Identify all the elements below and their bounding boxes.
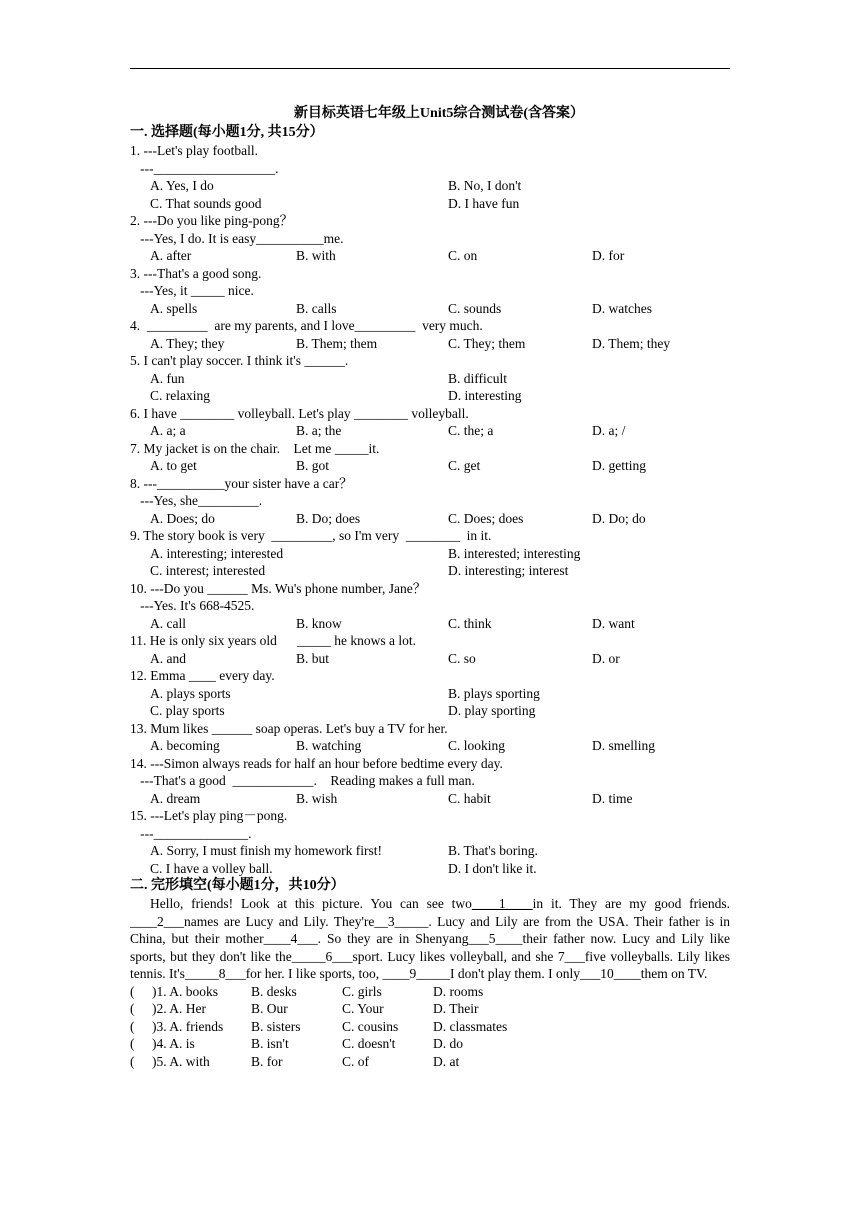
cloze-blank: _____6___: [291, 948, 353, 964]
question-stem: 15. ---Let's play ping－pong.: [130, 808, 288, 823]
cloze-answer-option: B. Our: [251, 1001, 288, 1016]
cloze-answer-bracket: (: [130, 1036, 135, 1051]
answer-option: D. for: [592, 248, 625, 263]
question-item: [130, 667, 730, 720]
cloze-blank: ____1____: [471, 896, 533, 911]
question-stem: 8. ---__________your sister have a car？: [130, 475, 353, 491]
page-title: 新目标英语七年级上Unit5综合测试卷(含答案）: [293, 106, 585, 121]
cloze-option-list: [130, 983, 730, 1071]
option-row: [130, 860, 730, 878]
option-row: [130, 650, 730, 668]
answer-option: A. spells: [150, 300, 198, 316]
cloze-blank: ____4___: [263, 931, 318, 946]
question-dialogue-line: ---Yes, I do. It is easy__________me.: [130, 230, 344, 246]
cloze-answer-bracket: (: [130, 983, 135, 999]
cloze-text: for her. I like sports, too,: [245, 966, 383, 981]
answer-option: C. looking: [448, 738, 506, 753]
answer-option: D. Do; do: [592, 510, 646, 526]
answer-option: C. interest; interested: [150, 563, 266, 578]
option-row: [130, 562, 730, 580]
cloze-text: them on TV.: [640, 966, 708, 981]
option-row: [130, 457, 730, 475]
question-stem: 13. Mum likes ______ soap operas. Let's buy a TV for her.: [130, 720, 448, 736]
answer-option: D. watches: [592, 300, 652, 316]
option-row: [130, 422, 730, 440]
question-dialogue-line: ---Yes, she_________.: [130, 493, 263, 508]
cloze-blank: ___10____: [579, 966, 641, 981]
question-dialogue-line: ---______________.: [130, 825, 252, 841]
answer-option: B. That's boring.: [448, 843, 538, 858]
cloze-text: names are Lucy and Lily. They're: [184, 913, 375, 929]
cloze-answer-option: D. Their: [433, 1001, 479, 1016]
question-dialogue-line: ---Yes, it _____ nice.: [130, 283, 254, 298]
question-item: [130, 265, 730, 318]
option-row: [130, 842, 730, 860]
cloze-answer-option: D. classmates: [433, 1018, 508, 1034]
cloze-blank: ____9_____: [382, 966, 451, 981]
cloze-blank: ___5____: [468, 931, 523, 946]
question-item: [130, 527, 730, 580]
cloze-option-row: [130, 983, 730, 1001]
answer-option: A. They; they: [150, 335, 225, 351]
cloze-answer-bracket: )3. A. friends: [152, 1018, 224, 1034]
question-stem: 4. _________ are my parents, and I love_________ very much.: [130, 318, 483, 333]
question-dialogue-line: ---__________________.: [130, 160, 279, 176]
option-row: [130, 177, 730, 195]
option-row: [130, 300, 730, 318]
answer-option: B. a; the: [296, 423, 342, 438]
question-item: [130, 317, 730, 352]
answer-option: A. after: [150, 248, 192, 263]
cloze-text: . So they are in Shenyang: [317, 931, 469, 946]
header-rule: [130, 68, 730, 69]
question-dialogue-line: ---That's a good ____________. Reading makes a full man.: [130, 773, 475, 788]
answer-option: A. Sorry, I must finish my homework first!: [150, 843, 382, 858]
cloze-option-row: [130, 1035, 730, 1053]
answer-option: B. interested; interesting: [448, 545, 581, 561]
option-row: [130, 545, 730, 563]
cloze-answer-option: C. Your: [342, 1001, 384, 1016]
answer-option: D. interesting: [448, 388, 522, 403]
question-stem: 14. ---Simon always reads for half an hour before bedtime every day.: [130, 755, 503, 771]
cloze-answer-option: B. sisters: [251, 1018, 301, 1034]
question-dialogue-line: ---Yes. It's 668-4525.: [130, 598, 255, 613]
answer-option: C. think: [448, 615, 492, 631]
answer-option: A. and: [150, 650, 186, 666]
answer-option: A. dream: [150, 790, 201, 806]
answer-option: B. know: [296, 615, 342, 631]
option-row: [130, 510, 730, 528]
cloze-answer-bracket: )2. A. Her: [152, 1001, 206, 1016]
answer-option: C. I have a volley ball.: [150, 860, 273, 876]
option-row: [130, 247, 730, 265]
answer-option: A. fun: [150, 370, 185, 386]
question-item: [130, 142, 730, 212]
cloze-answer-bracket: )5. A. with: [152, 1053, 210, 1069]
question-item: [130, 440, 730, 475]
answer-option: B. got: [296, 458, 330, 473]
answer-option: A. Yes, I do: [150, 178, 214, 193]
cloze-answer-option: B. isn't: [251, 1036, 289, 1051]
answer-option: B. but: [296, 650, 330, 666]
question-item: [130, 352, 730, 405]
cloze-answer-option: C. doesn't: [342, 1036, 396, 1051]
cloze-answer-option: D. rooms: [433, 983, 484, 999]
option-row: [130, 387, 730, 405]
question-stem: 6. I have ________ volleyball. Let's play ________ volleyball.: [130, 405, 469, 421]
answer-option: C. the; a: [448, 423, 494, 438]
question-stem: 1. ---Let's play football.: [130, 143, 259, 158]
question-stem: 11. He is only six years old _____ he knows a lot.: [130, 633, 416, 648]
question-stem: 2. ---Do you like ping-pong？: [130, 213, 294, 228]
cloze-answer-bracket: (: [130, 1018, 135, 1034]
cloze-text: their father now. Lucy and Lily like sports, but they don't like the: [130, 931, 730, 964]
question-stem: 5. I can't play soccer. I think it's ______.: [130, 353, 349, 368]
cloze-answer-option: C. of: [342, 1053, 369, 1069]
question-item: [130, 580, 730, 633]
answer-option: D. want: [592, 615, 635, 631]
question-stem: 3. ---That's a good song.: [130, 265, 262, 281]
cloze-answer-bracket: )4. A. is: [152, 1036, 195, 1051]
answer-option: B. difficult: [448, 370, 507, 386]
cloze-answer-option: C. girls: [342, 983, 382, 999]
question-item: [130, 720, 730, 755]
cloze-text: sport. Lucy likes volleyball, and she: [352, 948, 554, 964]
cloze-option-row: [130, 1018, 730, 1036]
answer-option: B. Them; them: [296, 335, 378, 351]
cloze-answer-option: D. do: [433, 1036, 463, 1051]
answer-option: C. habit: [448, 790, 491, 806]
answer-option: C. That sounds good: [150, 195, 262, 211]
option-row: [130, 737, 730, 755]
answer-option: C. They; them: [448, 335, 526, 351]
cloze-answer-bracket: (: [130, 1053, 135, 1069]
option-row: [130, 685, 730, 703]
question-item: [130, 755, 730, 808]
answer-option: D. or: [592, 650, 620, 666]
question-stem: 12. Emma ____ every day.: [130, 668, 275, 683]
answer-option: D. Them; they: [592, 335, 671, 351]
question-item: [130, 807, 730, 877]
document-body: [130, 104, 730, 1070]
option-row: [130, 335, 730, 353]
cloze-blank: __3_____: [374, 913, 429, 929]
answer-option: D. a; /: [592, 423, 626, 438]
cloze-option-row: [130, 1053, 730, 1071]
question-item: [130, 632, 730, 667]
cloze-text: . Lucy and Lily are from the USA. Their father is in China, but their mother: [130, 913, 731, 946]
option-row: [130, 702, 730, 720]
option-row: [130, 195, 730, 213]
answer-option: D. smelling: [592, 738, 655, 753]
cloze-answer-option: C. cousins: [342, 1018, 399, 1034]
answer-option: D. getting: [592, 458, 646, 473]
cloze-answer-bracket: )1. A. books: [152, 983, 219, 999]
cloze-answer-option: D. at: [433, 1053, 460, 1069]
question-item: [130, 212, 730, 265]
question-stem: 9. The story book is very _________, so I'm very ________ in it.: [130, 528, 492, 543]
cloze-option-row: [130, 1000, 730, 1018]
answer-option: C. so: [448, 650, 476, 666]
cloze-answer-option: B. desks: [251, 983, 297, 999]
cloze-blank: ____2___: [130, 913, 184, 929]
answer-option: B. with: [296, 248, 336, 263]
question-item: [130, 405, 730, 440]
answer-option: B. plays sporting: [448, 685, 540, 701]
answer-option: A. to get: [150, 458, 197, 473]
cloze-text: Hello, friends! Look at this picture. You can see two: [150, 896, 472, 911]
option-row: [130, 790, 730, 808]
answer-option: A. call: [150, 615, 186, 631]
section-heading-choice: 一. 选择题(每小题1分, 共15分）: [130, 125, 324, 140]
cloze-answer-option: B. for: [251, 1053, 283, 1069]
answer-option: B. wish: [296, 790, 338, 806]
cloze-text: five volleyballs. Lily likes tennis. It's: [130, 948, 730, 981]
answer-option: A. becoming: [150, 738, 220, 753]
answer-option: A. Does; do: [150, 510, 215, 526]
answer-option: A. interesting; interested: [150, 545, 284, 561]
cloze-answer-bracket: (: [130, 1001, 135, 1016]
answer-option: A. plays sports: [150, 685, 231, 701]
answer-option: C. sounds: [448, 300, 502, 316]
answer-option: B. watching: [296, 738, 362, 753]
question-item: [130, 475, 730, 528]
cloze-text: I don't play them. I only: [450, 966, 580, 981]
question-stem: 10. ---Do you ______ Ms. Wu's phone number, Jane？: [130, 580, 427, 596]
answer-option: D. time: [592, 790, 633, 806]
answer-option: B. Do; does: [296, 510, 361, 526]
cloze-passage: [130, 895, 730, 983]
option-row: [130, 370, 730, 388]
answer-option: B. calls: [296, 300, 337, 316]
answer-option: D. interesting; interest: [448, 563, 569, 578]
cloze-blank: 7___: [557, 948, 585, 964]
cloze-blank: _____8___: [184, 966, 246, 981]
answer-option: C. relaxing: [150, 388, 210, 403]
option-row: [130, 615, 730, 633]
answer-option: B. No, I don't: [448, 178, 522, 193]
answer-option: C. play sports: [150, 703, 225, 718]
question-list: [130, 142, 730, 877]
answer-option: C. get: [448, 458, 481, 473]
answer-option: D. I don't like it.: [448, 860, 537, 876]
answer-option: C. on: [448, 248, 478, 263]
answer-option: C. Does; does: [448, 510, 524, 526]
cloze-text: in it. They are my good friends.: [532, 896, 731, 911]
answer-option: A. a; a: [150, 423, 186, 438]
answer-option: D. I have fun: [448, 195, 520, 211]
answer-option: D. play sporting: [448, 703, 536, 718]
question-stem: 7. My jacket is on the chair. Let me _____it.: [130, 440, 380, 456]
section-heading-cloze: 二. 完形填空(每小题1分，共10分）: [130, 878, 345, 893]
